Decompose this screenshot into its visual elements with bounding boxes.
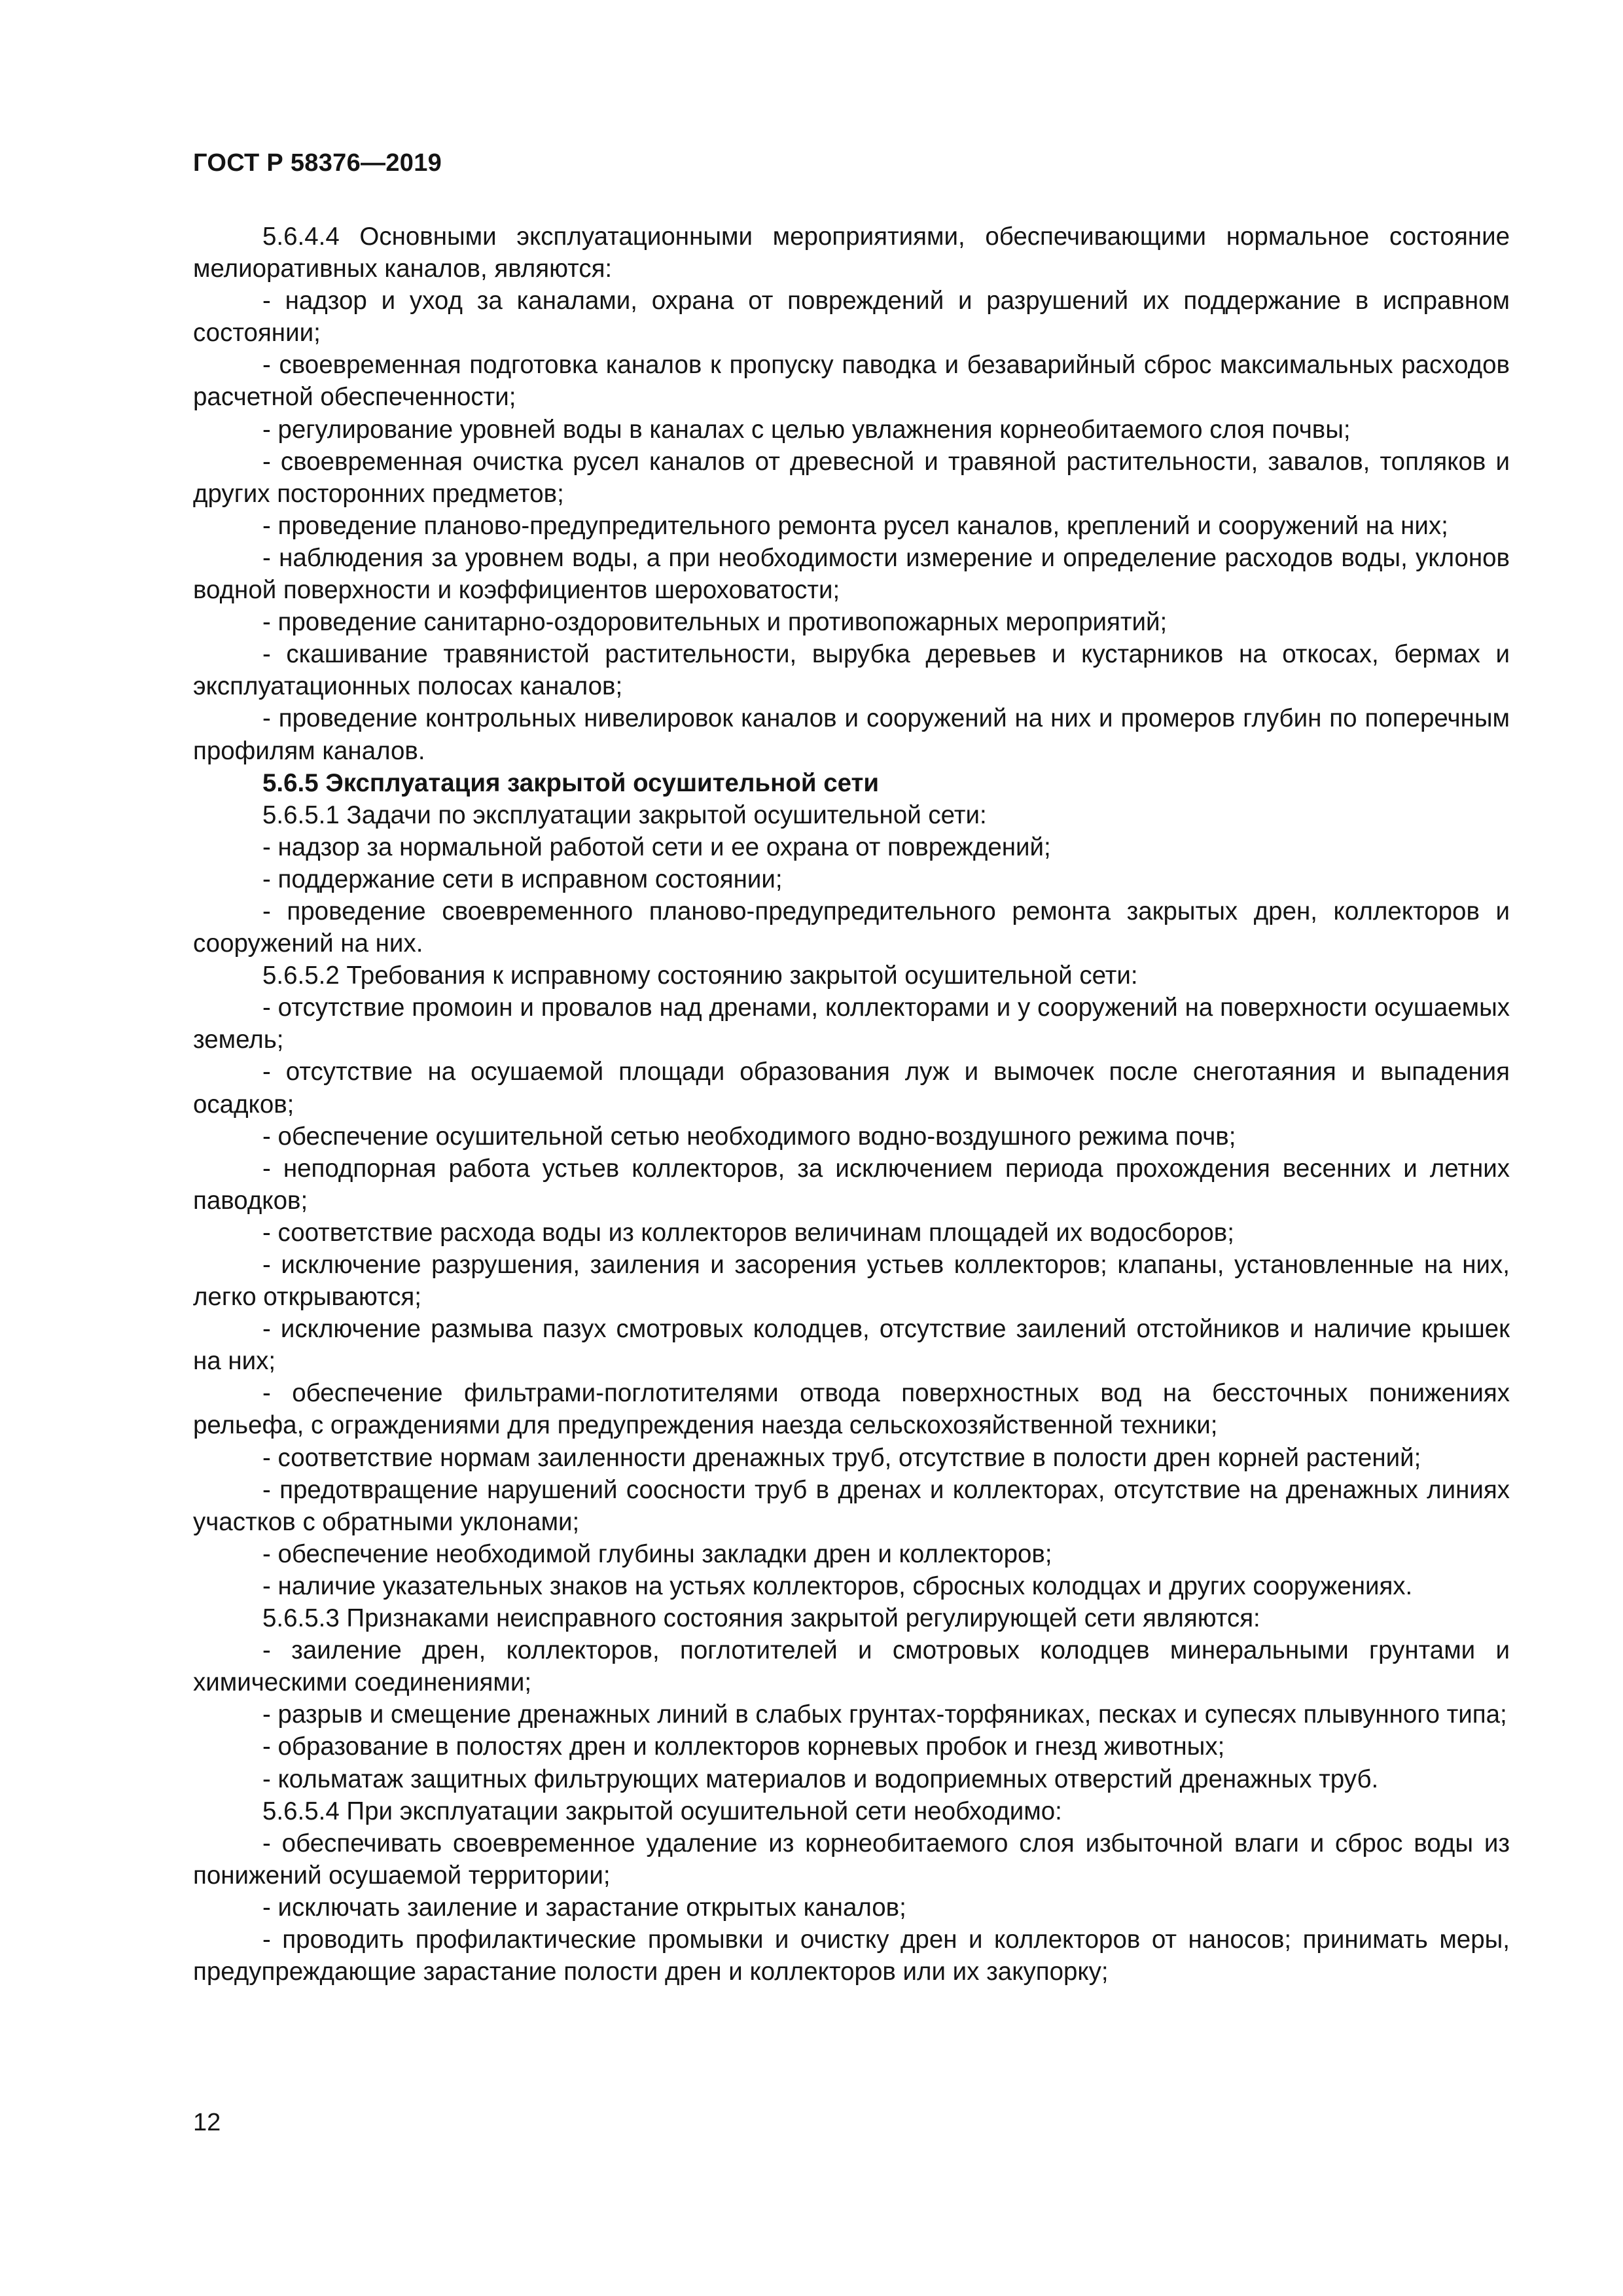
paragraph: - проведение планово-предупредительного ремонта русел каналов, креплений и сооружений на них; [262,511,1448,540]
paragraph: - исключение разрушения, заиления и засорения устьев коллекторов; клапаны, установленные на них, легко открываются; [193,1251,1510,1312]
paragraph: - надзор за нормальной работой сети и ее охрана от повреждений; [262,833,1051,861]
paragraph: - обеспечение необходимой глубины закладки дрен и коллекторов; [262,1539,1052,1568]
paragraph: - исключение размыва пазух смотровых колодцев, отсутствие заилений отстойников и наличие крышек на них; [193,1315,1510,1376]
paragraph: - проводить профилактические промывки и очистку дрен и коллекторов от наносов; принимать меры, предупреждающие зарастание полости дрен и коллекторов или их закупорку; [193,1925,1510,1986]
paragraph: - соответствие расхода воды из коллекторов величинам площадей их водосборов; [262,1218,1234,1247]
paragraph: - проведение своевременного планово-предупредительного ремонта закрытых дрен, коллекторов и сооружений на них. [193,897,1510,958]
paragraph: - обеспечение осушительной сетью необходимого водно-воздушного режима почв; [262,1122,1236,1151]
paragraph: - проведение санитарно-оздоровительных и противопожарных мероприятий; [262,608,1168,637]
paragraph: - кольматаж защитных фильтрующих материалов и водоприемных отверстий дренажных труб. [262,1765,1379,1793]
paragraph: - разрыв и смещение дренажных линий в слабых грунтах-торфяниках, песках и супесях плывунного типа; [262,1700,1507,1729]
paragraph: - своевременная очистка русел каналов от древесной и травяной растительности, завалов, топляков и других посторонних предметов; [193,447,1510,508]
document-header: ГОСТ Р 58376—2019 [193,149,442,177]
paragraph: - предотвращение нарушений соосности труб в дренах и коллекторах, отсутствие на дренажных линиях участков с обратными уклонами; [193,1475,1510,1536]
paragraph: - проведение контрольных нивелировок каналов и сооружений на них и промеров глубин по поперечным профилям каналов. [193,704,1510,765]
paragraph: 5.6.5.3 Признаками неисправного состояния закрытой регулирующей сети являются: [262,1604,1260,1633]
paragraph: - обеспечение фильтрами-поглотителями отвода поверхностных вод на бессточных понижениях рельефа, с ограждениями для предупреждения наезда сельскохозяйственной техники; [193,1379,1510,1440]
paragraph: - отсутствие на осушаемой площади образования луж и вымочек после снеготаяния и выпадения осадков; [193,1058,1510,1119]
paragraph: - скашивание травянистой растительности, вырубка деревьев и кустарников на откосах, бермах и эксплуатационных полосах каналов; [193,640,1510,701]
paragraph: 5.6.5.1 Задачи по эксплуатации закрытой осушительной сети: [262,800,987,829]
paragraph: - наличие указательных знаков на устьях коллекторов, сбросных колодцах и других сооружениях. [262,1571,1413,1600]
paragraph: - заиление дрен, коллекторов, поглотителей и смотровых колодцев минеральными грунтами и химическими соединениями; [193,1636,1510,1697]
section-heading: 5.6.5 Эксплуатация закрытой осушительной сети [262,768,880,797]
paragraph: - образование в полостях дрен и коллекторов корневых пробок и гнезд животных; [262,1732,1225,1761]
paragraph: - надзор и уход за каналами, охрана от повреждений и разрушений их поддержание в исправном состоянии; [193,287,1510,348]
paragraph: - отсутствие промоин и провалов над дренами, коллекторами и у сооружений на поверхности осушаемых земель; [193,994,1510,1054]
paragraph: 5.6.5.4 При эксплуатации закрытой осушительной сети необходимо: [262,1797,1062,1825]
paragraph: - наблюдения за уровнем воды, а при необходимости измерение и определение расходов воды, уклонов водной поверхности и коэффициентов шероховатости; [193,543,1510,605]
paragraph: 5.6.4.4 Основными эксплуатационными мероприятиями, обеспечивающими нормальное состояние мелиоративных каналов, являются: [193,223,1510,283]
paragraph: - регулирование уровней воды в каналах с целью увлажнения корнеобитаемого слоя почвы; [262,415,1351,444]
paragraph: - своевременная подготовка каналов к пропуску паводка и безаварийный сброс максимальных расходов расчетной обеспеченности; [193,351,1510,412]
paragraph: - соответствие нормам заиленности дренажных труб, отсутствие в полости дрен корней растений; [262,1443,1421,1472]
paragraph: - поддержание сети в исправном состоянии; [262,865,783,893]
paragraph: - обеспечивать своевременное удаление из корнеобитаемого слоя избыточной влаги и сброс воды из понижений осушаемой территории; [193,1829,1510,1890]
paragraph: 5.6.5.2 Требования к исправному состоянию закрытой осушительной сети: [262,961,1138,990]
page-number: 12 [193,2109,221,2136]
document-body [193,221,1510,1988]
paragraph: - неподпорная работа устьев коллекторов, за исключением периода прохождения весенних и летних паводков; [193,1154,1510,1215]
paragraph: - исключать заиление и зарастание открытых каналов; [262,1893,906,1922]
